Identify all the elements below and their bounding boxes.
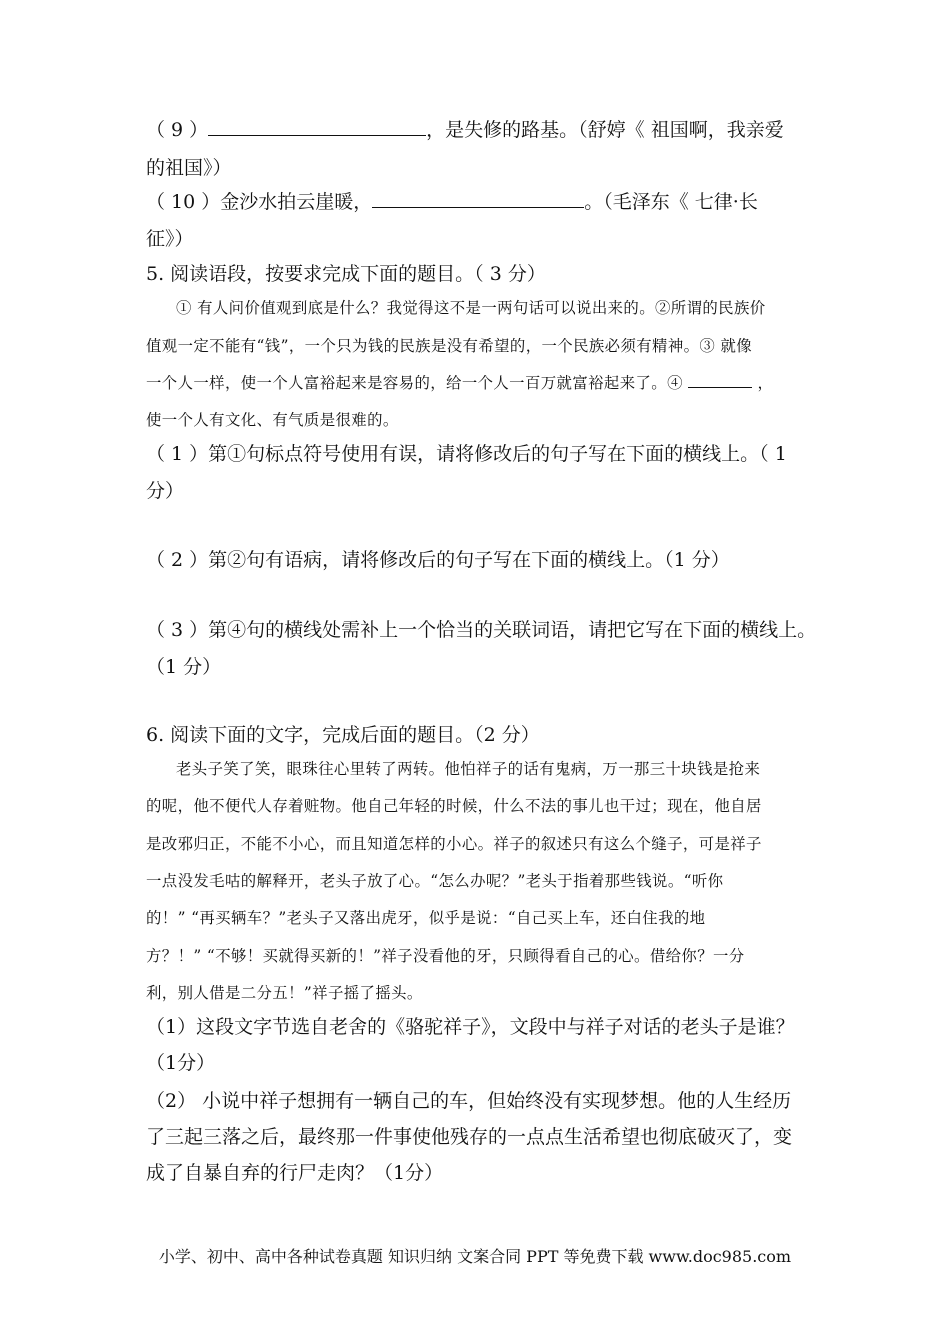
- q5-passage-line: 使一个人有文化、有气质是很难的。: [146, 411, 399, 429]
- q6-passage-line: 的！” “再买辆车？”老头子又落出虎牙，似乎是说：“自己买上车，还白住我的地: [146, 909, 706, 927]
- q5-passage-text: 一个人一样，使一个人富裕起来是容易的，给一个人一百万就富裕起来了。④: [146, 374, 689, 392]
- answer-blank[interactable]: [372, 189, 584, 208]
- q6-sub2-line1: （2） 小说中祥子想拥有一辆自己的车，但始终没有实现梦想。他的人生经历: [146, 1090, 792, 1112]
- q5-passage-text: ，: [752, 374, 774, 392]
- q4-item9-line2: 的祖国》）: [146, 157, 232, 179]
- q5-passage-line: 值观一定不能有“钱”，一个只为钱的民族是没有希望的，一个民族必须有精神。③ 就像: [146, 337, 753, 355]
- answer-blank[interactable]: [208, 117, 426, 136]
- q5-sub1-line2: 分）: [146, 480, 185, 502]
- q4-item9-post: ，是失修的路基。（舒婷《 祖国啊，我亲爱: [426, 119, 784, 141]
- q4-item9-pre: （ 9 ）: [146, 119, 209, 141]
- q4-item10-line2: 征》）: [146, 228, 194, 250]
- answer-blank[interactable]: [688, 373, 752, 388]
- q6-passage-line: 方？！” “不够！买就得买新的！”祥子没看他的牙，只顾得看自己的心。借给你？一分: [146, 947, 745, 965]
- q6-passage-line: 的呢，他不便代人存着赃物。他自己年轻的时候，什么不法的事儿也干过；现在，他自居: [146, 797, 762, 815]
- q6-sub2-line2: 了三起三落之后，最终那一件事使他残存的一点点生活希望也彻底破灭了，变: [146, 1126, 793, 1148]
- q6-title: 6. 阅读下面的文字，完成后面的题目。（2 分）: [146, 724, 540, 746]
- q6-passage-line: 老头子笑了笑，眼珠往心里转了两转。他怕祥子的话有鬼病，万一那三十块钱是抢来: [176, 760, 761, 778]
- q6-passage-line: 是改邪归正，不能不小心，而且知道怎样的小心。祥子的叙述只有这么个缝子，可是祥子: [146, 835, 762, 853]
- q6-passage-line: 利，别人借是二分五！”祥子摇了摇头。: [146, 984, 423, 1002]
- q6-sub1-line2: （1分）: [146, 1052, 216, 1074]
- q6-sub1-line1: （1）这段文字节选自老舍的《骆驼祥子》，文段中与祥子对话的老头子是谁？: [146, 1016, 795, 1038]
- q4-item10-post: 。（毛泽东《 七律·长: [584, 191, 758, 213]
- q4-item10-pre: （ 10 ）金沙水拍云崖暖，: [146, 191, 373, 213]
- q5-passage-line: ① 有人问价值观到底是什么？我觉得这不是一两句话可以说出来的。②所谓的民族价: [176, 299, 766, 317]
- q4-item9-line1: [146, 117, 816, 143]
- q5-passage-line: [146, 371, 816, 395]
- page-footer: 小学、初中、高中各种试卷真题 知识归纳 文案合同 PPT 等免费下载 www.doc985.com: [158, 1247, 792, 1266]
- q4-item10-line1: [146, 189, 816, 215]
- q5-title: 5. 阅读语段，按要求完成下面的题目。（ 3 分）: [146, 263, 546, 285]
- q5-sub1-line1: （ 1 ）第①句标点符号使用有误，请将修改后的句子写在下面的横线上。（ 1: [146, 443, 787, 465]
- q6-passage-line: 一点没发毛咕的解释开，老头子放了心。“怎么办呢？”老头于指着那些钱说。“听你: [146, 872, 724, 890]
- q5-sub3-line1: （ 3 ）第④句的横线处需补上一个恰当的关联词语，请把它写在下面的横线上。: [146, 619, 817, 641]
- q6-sub2-line3: 成了自暴自弃的行尸走肉？（1分）: [146, 1162, 444, 1184]
- q5-sub3-line2: （1 分）: [146, 656, 222, 678]
- q5-sub2: （ 2 ）第②句有语病，请将修改后的句子写在下面的横线上。（1 分）: [146, 549, 730, 571]
